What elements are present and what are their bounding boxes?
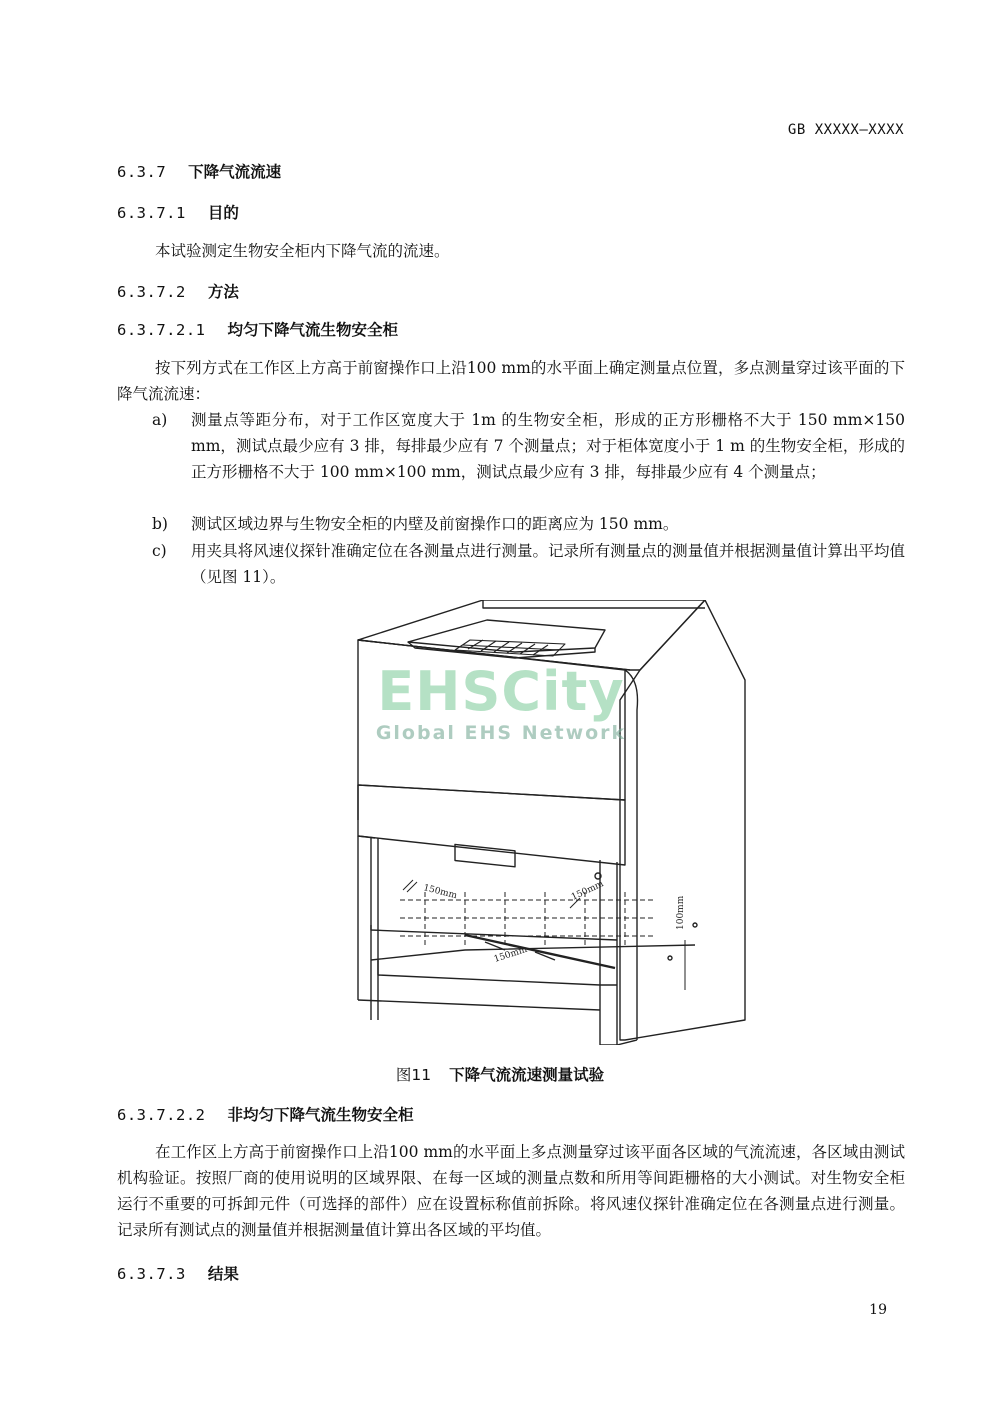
dimension-label-100mm: 100mm — [676, 895, 686, 930]
section-title: 结果 — [207, 1265, 239, 1283]
section-number: 6.3.7.1 — [117, 204, 186, 222]
work-surface — [371, 925, 617, 940]
section-number: 6.3.7.2 — [117, 283, 186, 301]
section-title: 方法 — [207, 283, 239, 301]
list-item-label: c) — [152, 542, 167, 560]
figure-number: 图11 — [395, 1066, 432, 1084]
section-title: 非均匀下降气流生物安全柜 — [227, 1106, 414, 1124]
list-item-label: a) — [152, 411, 168, 429]
top-back-edge — [483, 600, 705, 608]
list-item-b — [152, 511, 905, 537]
paragraph-method-uniform: 按下列方式在工作区上方高于前窗操作口上沿100 mm的水平面上确定测量点位置，多点测量穿过该平面的下降气流流速： — [117, 359, 905, 403]
list-item-c — [152, 538, 905, 590]
list-item-text: 测量点等距分布，对于工作区宽度大于 1m 的生物安全柜，形成的正方形栅格不大于 150 mm×150 mm，测试点最少应有 3 排，每排最少应有 7 个测量点；对于柜体宽度小于 1 m 的生物安全柜，形成的正方形栅格不大于 100 mm×100 mm，测试点最少应有 3 排，每排最少应有 4 个测量点； — [191, 411, 905, 481]
dimension-label-150mm-b: 150mm — [570, 879, 606, 903]
figure-caption-text: 下降气流流速测量试验 — [449, 1066, 605, 1084]
section-number: 6.3.7 — [117, 163, 167, 181]
dimension-label-150mm-a: 150mm — [422, 883, 458, 902]
section-number: 6.3.7.2.2 — [117, 1106, 206, 1124]
list-item-label: b) — [152, 515, 168, 533]
list-item-a — [152, 407, 905, 485]
list-item-text: 用夹具将风速仪探针准确定位在各测量点进行测量。记录所有测量点的测量值并根据测量值计算出平均值（见图 11）。 — [191, 542, 905, 586]
document-code: GB XXXXX—XXXX — [787, 122, 904, 138]
list-item-text: 测试区域边界与生物安全柜的内壁及前窗操作口的距离应为 150 mm。 — [191, 515, 679, 533]
section-title: 目的 — [207, 204, 239, 222]
paragraph-method-nonuniform: 在工作区上方高于前窗操作口上沿100 mm的水平面上多点测量穿过该平面各区域的气流流速，各区域由测试机构验证。按照厂商的使用说明的区域界限、在每一区域的测量点数和所用等间距栅格的大小测试。对生物安全柜运行不重要的可拆卸元件（可选择的部件）应在设置标称值前拆除。将风速仪探针准确定位在各测量点进行测量。记录所有测试点的测量值并根据测量值计算出各区域的平均值。 — [117, 1143, 905, 1239]
section-heading-6-3-7-1 — [117, 201, 239, 223]
section-heading-6-3-7-2 — [117, 280, 239, 302]
section-heading-6-3-7 — [117, 160, 281, 182]
front-sash — [358, 785, 625, 865]
airfoil-bar — [465, 935, 615, 968]
page-number: 19 — [869, 1302, 887, 1318]
paragraph-purpose: 本试验测定生物安全柜内下降气流的流速。 — [155, 242, 450, 260]
watermark-tagline: Global EHS Network — [375, 722, 627, 744]
section-title: 下降气流流速 — [188, 163, 282, 181]
figure-caption — [0, 1063, 1000, 1085]
section-number: 6.3.7.2.1 — [117, 321, 206, 339]
dimension-label-150mm-c: 150mm — [492, 944, 529, 965]
watermark-logo: EHSCity — [377, 660, 625, 723]
section-number: 6.3.7.3 — [117, 1265, 186, 1283]
section-title: 均匀下降气流生物安全柜 — [227, 321, 399, 339]
section-heading-6-3-7-3 — [117, 1262, 239, 1284]
section-heading-6-3-7-2-2 — [117, 1103, 414, 1125]
section-heading-6-3-7-2-1 — [117, 318, 398, 340]
